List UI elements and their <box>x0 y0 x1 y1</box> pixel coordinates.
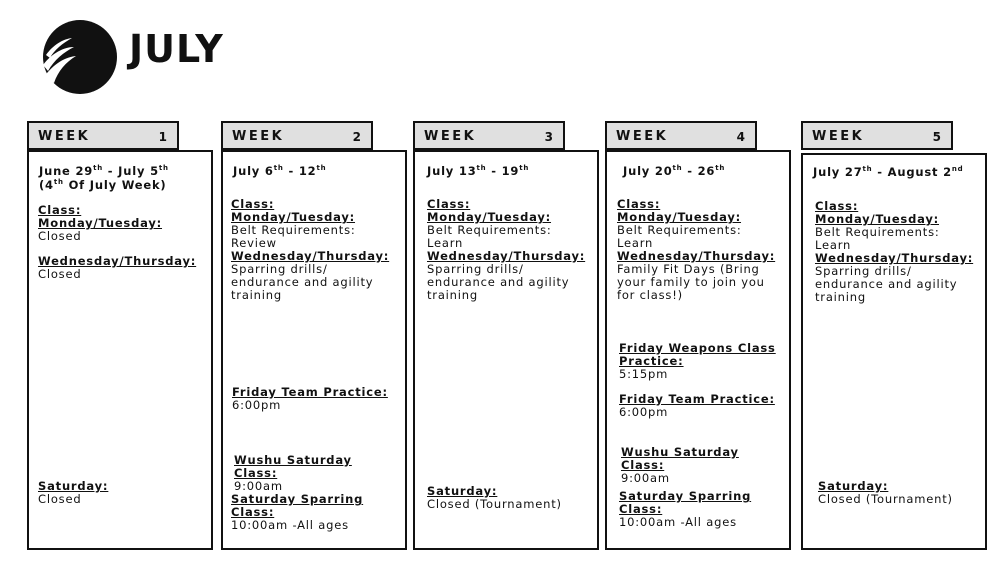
week-label: WEEK <box>616 129 669 144</box>
class-label: Class: <box>427 197 471 211</box>
wed-thu-line: endurance and agility <box>231 275 374 289</box>
wed-thu-line: your family to join you <box>617 275 765 289</box>
wushu-label: Wushu Saturday <box>621 445 739 459</box>
page-title: JULY <box>129 27 224 71</box>
week-date-range: July 20th - 26th <box>623 164 726 178</box>
mon-tue-value: Closed <box>38 229 82 243</box>
wed-thu-value: Closed <box>38 267 82 281</box>
swoosh-circle-logo-icon <box>42 19 118 95</box>
friday-team-value: 6:00pm <box>232 398 282 412</box>
week-4-box <box>605 150 791 550</box>
wed-thu-label: Wednesday/Thursday: <box>617 249 776 263</box>
week-date-range: June 29th - July 5th <box>39 164 169 178</box>
week-5-tab <box>801 121 953 150</box>
week-2-tab <box>221 121 373 150</box>
sparring-label: Class: <box>231 505 275 519</box>
sparring-label: Saturday Sparring <box>619 489 752 503</box>
mon-tue-line: Belt Requirements: <box>427 223 552 237</box>
wed-thu-line: training <box>231 288 282 302</box>
friday-team-value: 6:00pm <box>619 405 669 419</box>
week-label: WEEK <box>424 129 477 144</box>
wed-thu-label: Wednesday/Thursday: <box>231 249 390 263</box>
mon-tue-line: Learn <box>427 236 464 250</box>
wushu-value: 9:00am <box>621 471 670 485</box>
week-3-tab <box>413 121 565 150</box>
week-number: 4 <box>736 130 745 144</box>
mon-tue-label: Monday/Tuesday: <box>427 210 552 224</box>
class-label: Class: <box>38 203 82 217</box>
mon-tue-line: Belt Requirements: <box>815 225 940 239</box>
friday-team-label: Friday Team Practice: <box>619 392 775 406</box>
wed-thu-line: endurance and agility <box>815 277 958 291</box>
mon-tue-line: Belt Requirements: <box>231 223 356 237</box>
mon-tue-line: Review <box>231 236 277 250</box>
week-label: WEEK <box>812 129 865 144</box>
class-label: Class: <box>815 199 859 213</box>
wushu-label: Class: <box>234 466 278 480</box>
mon-tue-label: Monday/Tuesday: <box>815 212 940 226</box>
saturday-label: Saturday: <box>818 479 889 493</box>
wushu-label: Wushu Saturday <box>234 453 352 467</box>
week-date-note: (4th Of July Week) <box>39 178 167 192</box>
wed-thu-line: Sparring drills/ <box>231 262 328 276</box>
week-date-range: July 13th - 19th <box>427 164 530 178</box>
week-1-tab <box>27 121 179 150</box>
wushu-value: 9:00am <box>234 479 283 493</box>
wed-thu-label: Wednesday/Thursday: <box>427 249 586 263</box>
saturday-value: Closed (Tournament) <box>818 492 953 506</box>
week-label: WEEK <box>38 129 91 144</box>
wed-thu-line: Sparring drills/ <box>815 264 912 278</box>
wushu-label: Class: <box>621 458 665 472</box>
wed-thu-label: Wednesday/Thursday: <box>38 254 197 268</box>
week-number: 5 <box>932 130 941 144</box>
week-date-range: July 27th - August 2nd <box>813 165 964 179</box>
week-5-box <box>801 153 987 550</box>
wed-thu-label: Wednesday/Thursday: <box>815 251 974 265</box>
wed-thu-line: training <box>815 290 866 304</box>
class-label: Class: <box>231 197 275 211</box>
sparring-label: Saturday Sparring <box>231 492 364 506</box>
saturday-label: Saturday: <box>427 484 498 498</box>
week-1-box <box>27 150 213 550</box>
mon-tue-line: Belt Requirements: <box>617 223 742 237</box>
week-number: 3 <box>544 130 553 144</box>
friday-weapons-label: Practice: <box>619 354 684 368</box>
wed-thu-line: Family Fit Days (Bring <box>617 262 760 276</box>
mon-tue-label: Monday/Tuesday: <box>231 210 356 224</box>
mon-tue-line: Learn <box>617 236 654 250</box>
week-date-range: July 6th - 12th <box>233 164 327 178</box>
saturday-value: Closed <box>38 492 82 506</box>
sparring-value: 10:00am -All ages <box>231 518 349 532</box>
wed-thu-line: Sparring drills/ <box>427 262 524 276</box>
wed-thu-line: training <box>427 288 478 302</box>
wed-thu-line: endurance and agility <box>427 275 570 289</box>
class-label: Class: <box>617 197 661 211</box>
friday-weapons-label: Friday Weapons Class <box>619 341 776 355</box>
week-number: 2 <box>352 130 361 144</box>
week-3-box <box>413 150 599 550</box>
friday-weapons-value: 5:15pm <box>619 367 669 381</box>
mon-tue-label: Monday/Tuesday: <box>38 216 163 230</box>
wed-thu-line: for class!) <box>617 288 683 302</box>
week-number: 1 <box>158 130 167 144</box>
week-4-tab <box>605 121 757 150</box>
mon-tue-label: Monday/Tuesday: <box>617 210 742 224</box>
sparring-value: 10:00am -All ages <box>619 515 737 529</box>
saturday-value: Closed (Tournament) <box>427 497 562 511</box>
mon-tue-line: Learn <box>815 238 852 252</box>
saturday-label: Saturday: <box>38 479 109 493</box>
week-label: WEEK <box>232 129 285 144</box>
friday-team-label: Friday Team Practice: <box>232 385 388 399</box>
sparring-label: Class: <box>619 502 663 516</box>
week-2-box <box>221 150 407 550</box>
